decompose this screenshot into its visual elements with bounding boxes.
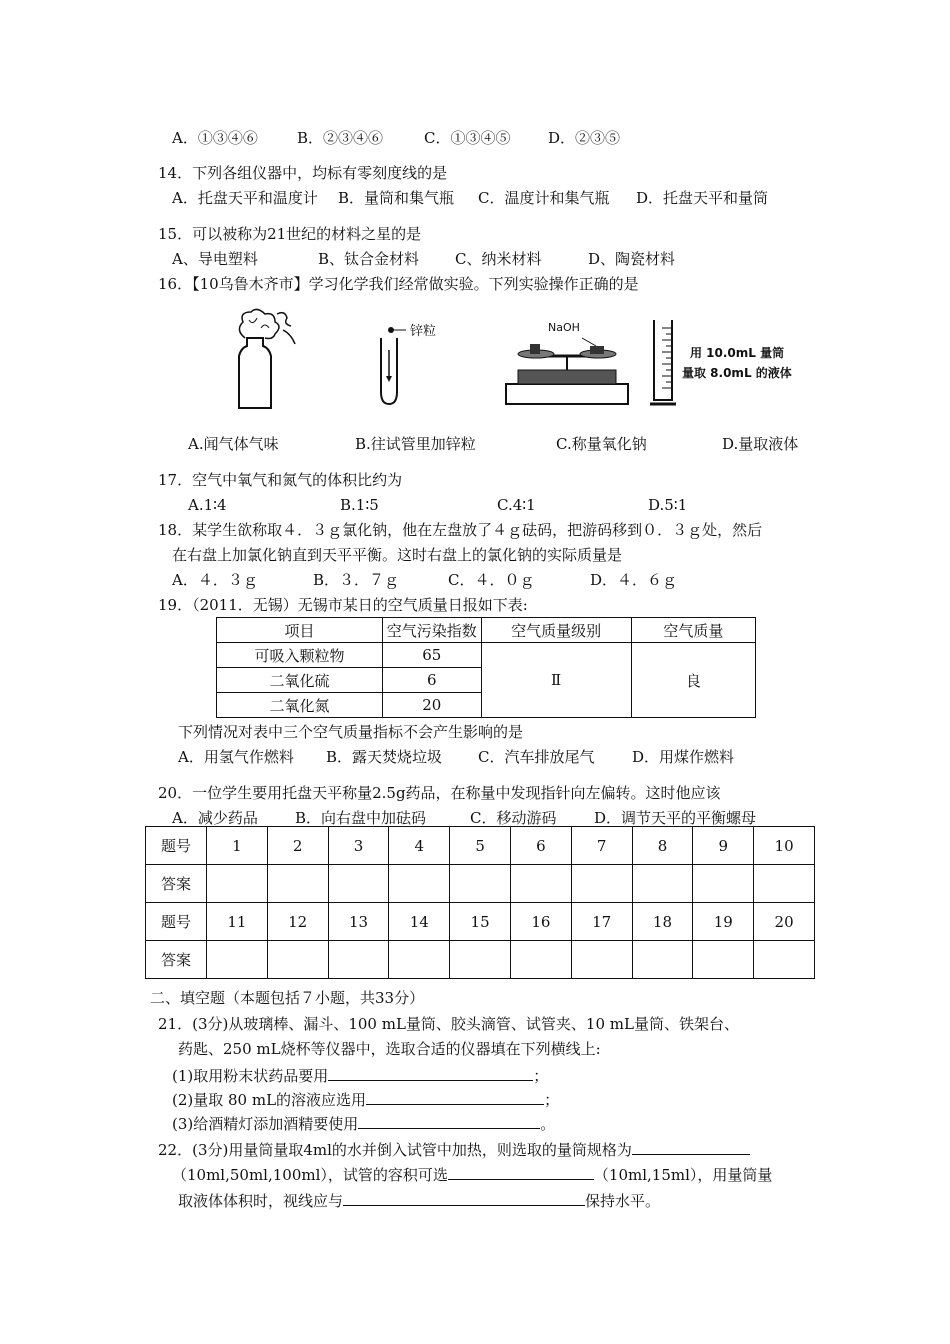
q21-part-2-text: (2)量取 80 mL的溶液应选用 [172, 1091, 367, 1109]
grid-number: 20 [754, 903, 815, 941]
grid-number: 1 [207, 827, 268, 865]
answer-cell[interactable] [693, 941, 754, 979]
q13-option-a: A．①③④⑥ [172, 129, 258, 147]
cylinder-figure [648, 318, 678, 410]
answer-cell[interactable] [510, 865, 571, 903]
balance-figure [500, 322, 635, 412]
table-cell: 6 [383, 668, 482, 693]
q21-stem-2: 药匙、250 mL烧杯等仪器中，选取合适的仪器填在下列横线上: [178, 1040, 601, 1058]
q14-option-a: A．托盘天平和温度计 [172, 189, 318, 207]
answer-cell[interactable] [450, 941, 511, 979]
q21-part-2 [172, 1088, 559, 1110]
grid-label-question: 题号 [146, 827, 207, 865]
zinc-label: 锌粒 [410, 324, 437, 339]
answer-cell[interactable] [389, 941, 450, 979]
table-header: 空气质量 [631, 618, 755, 643]
q21-part-3-text: (3)给酒精灯添加酒精要使用 [172, 1115, 359, 1133]
section-title: 二、填空题（本题包括７小题，共33分） [150, 989, 425, 1007]
air-quality-table [216, 617, 756, 718]
grid-number: 2 [267, 827, 328, 865]
answer-cell[interactable] [510, 941, 571, 979]
grid-number: 12 [267, 903, 328, 941]
table-header: 项目 [217, 618, 383, 643]
q16-option-b: B.往试管里加锌粒 [355, 435, 476, 453]
q21-blank-2[interactable] [366, 1088, 544, 1105]
cylinder-label-2: 量取 8.0mL 的液体 [682, 366, 792, 380]
table-cell: 65 [383, 643, 482, 668]
answer-cell[interactable] [328, 865, 389, 903]
grid-number: 8 [632, 827, 693, 865]
q21-part-3-end: 。 [540, 1115, 556, 1133]
q18-option-a: A．４．３ｇ [172, 571, 258, 589]
table-header: 空气污染指数 [383, 618, 482, 643]
answer-cell[interactable] [571, 865, 632, 903]
air-quality-level: Ⅱ [481, 643, 631, 718]
q22-blank-2[interactable] [448, 1163, 594, 1180]
q19-option-b: B．露天焚烧垃圾 [326, 748, 443, 766]
q13-option-b: B．②③④⑥ [297, 129, 384, 147]
grid-number: 5 [450, 827, 511, 865]
q22-line-2-text-b: （10ml,15ml），用量筒量 [593, 1166, 773, 1184]
q13-option-c: C．①③④⑤ [424, 129, 511, 147]
answer-cell[interactable] [693, 865, 754, 903]
grid-number: 16 [510, 903, 571, 941]
answer-cell[interactable] [571, 941, 632, 979]
q19-option-d: D．用煤作燃料 [632, 748, 735, 766]
q20-option-a: A．减少药品 [172, 809, 258, 827]
q18-stem-1: 18．某学生欲称取４．３ｇ氯化钠，他在左盘放了４ｇ砝码，把游码移到０．３ｇ处，然后 [158, 521, 763, 539]
table-header: 空气质量级别 [481, 618, 631, 643]
grid-number: 17 [571, 903, 632, 941]
q15-stem: 15．可以被称为21世纪的材料之星的是 [158, 225, 422, 243]
q16-stem: 16．【10乌鲁木齐市】学习化学我们经常做实验。下列实验操作正确的是 [158, 275, 639, 293]
answer-cell[interactable] [389, 865, 450, 903]
grid-number: 19 [693, 903, 754, 941]
grid-number: 11 [207, 903, 268, 941]
naoh-label: NaOH [548, 321, 580, 334]
q21-part-2-end: ； [544, 1091, 560, 1109]
q16-option-d: D.量取液体 [722, 435, 799, 453]
q22-blank-3[interactable] [343, 1189, 585, 1206]
grid-label-answer: 答案 [146, 941, 207, 979]
q16-option-c: C.称量氧化钠 [556, 435, 647, 453]
q20-option-c: C．移动游码 [470, 809, 557, 827]
q15-option-b: B、钛合金材料 [318, 250, 420, 268]
grid-number: 9 [693, 827, 754, 865]
q22-line-1 [158, 1138, 750, 1160]
q17-option-b: B.1∶5 [340, 496, 379, 514]
q19-stem-2: 下列情况对表中三个空气质量指标不会产生影响的是 [178, 723, 524, 741]
q21-part-3 [172, 1112, 555, 1134]
answer-cell[interactable] [754, 865, 815, 903]
q19-option-c: C．汽车排放尾气 [478, 748, 595, 766]
answer-cell[interactable] [267, 865, 328, 903]
table-cell: 20 [383, 693, 482, 718]
q20-stem: 20．一位学生要用托盘天平称量2.5g药品，在称量中发现指针向左偏转。这时他应该 [158, 784, 721, 802]
grid-number: 3 [328, 827, 389, 865]
grid-number: 10 [754, 827, 815, 865]
q20-option-b: B．向右盘中加砝码 [295, 809, 427, 827]
grid-label-question: 题号 [146, 903, 207, 941]
q13-option-d: D．②③⑤ [548, 129, 621, 147]
q19-stem: 19．（2011．无锡）无锡市某日的空气质量日报如下表: [158, 596, 528, 614]
q17-option-a: A.1∶4 [188, 496, 227, 514]
q14-option-c: C．温度计和集气瓶 [478, 189, 610, 207]
q22-line-3-text-a: 取液体体积时，视线应与 [178, 1192, 344, 1210]
grid-number: 15 [450, 903, 511, 941]
answer-cell[interactable] [207, 865, 268, 903]
q14-option-d: D．托盘天平和量筒 [636, 189, 769, 207]
q14-stem: 14．下列各组仪器中，均标有零刻度线的是 [158, 164, 448, 182]
q22-line-3 [178, 1189, 660, 1211]
q17-stem: 17．空气中氧气和氮气的体积比约为 [158, 471, 403, 489]
grid-number: 7 [571, 827, 632, 865]
q15-option-c: C、纳米材料 [455, 250, 542, 268]
answer-cell[interactable] [632, 865, 693, 903]
q21-stem-1: 21．(3分)从玻璃棒、漏斗、100 mL量筒、胶头滴管、试管夹、10 mL量筒、铁架台、 [158, 1015, 739, 1033]
cylinder-label-1: 用 10.0mL 量筒 [690, 346, 785, 360]
answer-grid [145, 826, 815, 979]
q15-option-a: A、导电塑料 [172, 250, 258, 268]
q18-option-b: B．３．７ｇ [313, 571, 400, 589]
answer-cell[interactable] [267, 941, 328, 979]
answer-cell[interactable] [754, 941, 815, 979]
grid-number: 14 [389, 903, 450, 941]
table-cell: 可吸入颗粒物 [217, 643, 383, 668]
smell-gas-figure [225, 308, 305, 413]
q18-option-d: D．４．６ｇ [590, 571, 678, 589]
q15-option-d: D、陶瓷材料 [588, 250, 676, 268]
q14-option-b: B．量筒和集气瓶 [338, 189, 455, 207]
q17-option-c: C.4∶1 [497, 496, 536, 514]
grid-number: 6 [510, 827, 571, 865]
answer-cell[interactable] [328, 941, 389, 979]
q22-blank-1[interactable] [632, 1138, 750, 1155]
q16-option-a: A.闻气体气味 [188, 435, 279, 453]
q18-option-c: C．４．０ｇ [448, 571, 535, 589]
q18-stem-2: 在右盘上加氯化钠直到天平平衡。这时右盘上的氯化钠的实际质量是 [172, 546, 623, 564]
q21-part-1-end: ； [533, 1067, 549, 1085]
q17-option-d: D.5∶1 [648, 496, 688, 514]
q22-line-2 [172, 1163, 772, 1185]
q21-blank-1[interactable] [328, 1064, 533, 1081]
air-quality-rating: 良 [631, 643, 755, 718]
grid-number: 4 [389, 827, 450, 865]
answer-cell[interactable] [207, 941, 268, 979]
q22-line-1-text: 22．(3分)用量筒量取4ml的水并倒入试管中加热，则选取的量筒规格为 [158, 1141, 632, 1159]
q21-part-1-text: (1)取用粉末状药品要用 [172, 1067, 329, 1085]
q21-blank-3[interactable] [358, 1112, 540, 1129]
grid-number: 13 [328, 903, 389, 941]
answer-cell[interactable] [632, 941, 693, 979]
q21-part-1 [172, 1064, 548, 1086]
q20-option-d: D．调节天平的平衡螺母 [594, 809, 757, 827]
grid-number: 18 [632, 903, 693, 941]
q19-option-a: A．用氢气作燃料 [178, 748, 294, 766]
answer-cell[interactable] [450, 865, 511, 903]
grid-label-answer: 答案 [146, 865, 207, 903]
q22-line-3-text-b: 保持水平。 [585, 1192, 661, 1210]
table-cell: 二氧化氮 [217, 693, 383, 718]
table-cell: 二氧化硫 [217, 668, 383, 693]
q22-line-2-text-a: （10ml,50ml,100ml），试管的容积可选 [172, 1166, 448, 1184]
